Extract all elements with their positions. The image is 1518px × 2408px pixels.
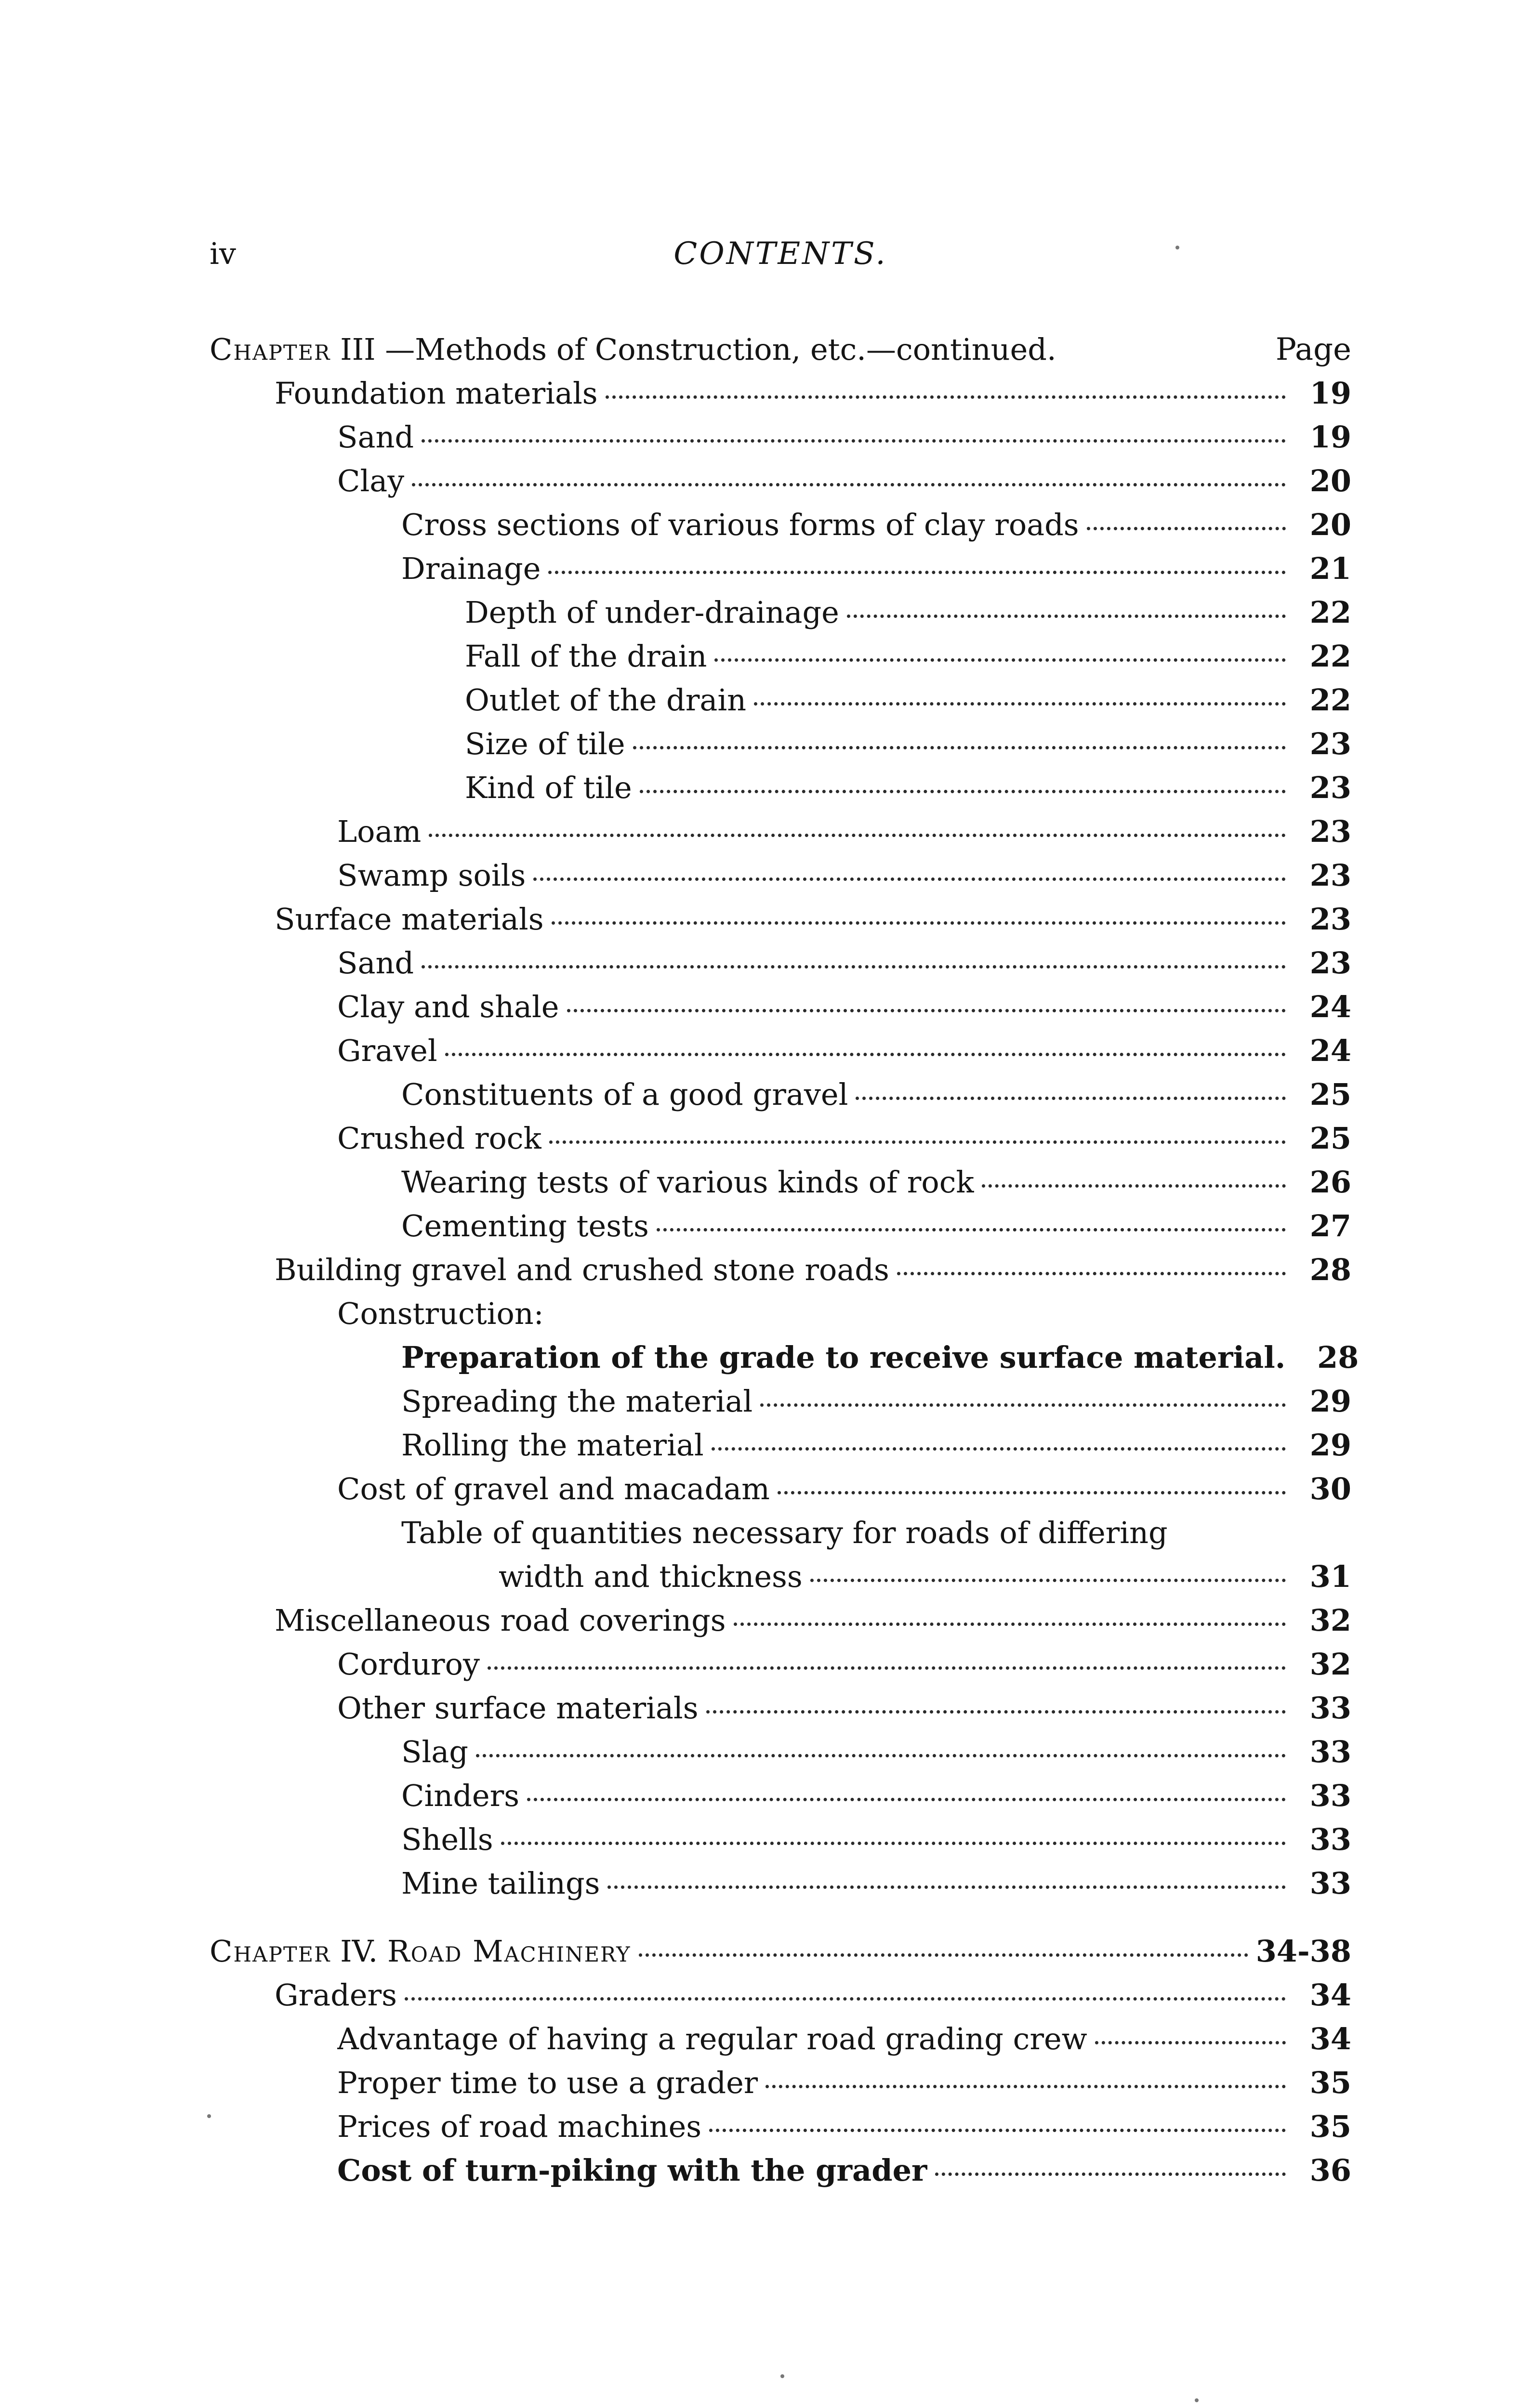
toc-entry-page: 32 <box>1309 1603 1351 1638</box>
toc-entry <box>210 1379 1351 1423</box>
toc-entry-page: 21 <box>1309 551 1351 586</box>
toc-entry <box>210 1598 1351 1642</box>
toc-entry-label: Wearing tests of various kinds of rock <box>401 1165 974 1200</box>
dot-leader <box>422 439 1286 443</box>
toc-entry <box>210 810 1351 853</box>
toc-entry <box>210 371 1351 415</box>
dot-leader <box>754 702 1286 706</box>
dot-leader <box>847 615 1286 618</box>
toc-entry-page: 22 <box>1309 595 1351 630</box>
chapter-title: Road Machinery <box>387 1934 631 1969</box>
toc-entry <box>210 1511 1351 1555</box>
toc-entry <box>210 766 1351 810</box>
toc-entry-label: Cementing tests <box>401 1208 649 1243</box>
paper-speck <box>780 2374 784 2378</box>
toc-entry-page: 23 <box>1309 814 1351 849</box>
toc-entry <box>210 1423 1351 1467</box>
page-folio: iv <box>210 236 236 271</box>
toc-entry-label: Sand <box>337 419 414 455</box>
chapter-number: IV. <box>340 1934 378 1969</box>
toc-entry-page: 24 <box>1309 1033 1351 1068</box>
dot-leader <box>639 1953 1248 1957</box>
toc-entry-page: 19 <box>1309 419 1351 455</box>
toc-entry-label: Building gravel and crushed stone roads <box>275 1252 889 1287</box>
dot-leader <box>429 834 1286 837</box>
toc-entry <box>210 853 1351 897</box>
toc-entry-label: Corduroy <box>337 1647 480 1682</box>
toc-entry-label: Depth of under-drainage <box>465 595 839 630</box>
dot-leader <box>1095 2041 1286 2044</box>
toc-entry <box>210 1555 1351 1598</box>
toc-entry-label: Slag <box>401 1734 468 1769</box>
toc-entry-page: 26 <box>1309 1165 1351 1200</box>
toc-entry-page: 36 <box>1309 2153 1351 2188</box>
toc-entry <box>210 1335 1359 1379</box>
toc-entry-label: Crushed rock <box>337 1121 542 1156</box>
toc-entry-label: Cost of gravel and macadam <box>337 1471 770 1506</box>
toc-entry-label: Shells <box>401 1822 493 1857</box>
toc-entry-label: Miscellaneous road coverings <box>275 1603 726 1638</box>
toc-entry-label: Swamp soils <box>337 858 526 893</box>
toc-entry-page: 34 <box>1309 1977 1351 2013</box>
dot-leader <box>709 2129 1286 2132</box>
chapter-title: III —Methods of Construction, etc.—continued. <box>340 332 1056 367</box>
dot-leader <box>1087 527 1286 530</box>
toc-entry-page: 33 <box>1309 1822 1351 1857</box>
dot-leader <box>445 1053 1286 1056</box>
toc-entry <box>210 547 1351 590</box>
toc-entry-page: 20 <box>1309 507 1351 542</box>
dot-leader <box>982 1184 1286 1188</box>
dot-leader <box>935 2172 1286 2176</box>
toc-entry-label: Construction: <box>337 1296 544 1331</box>
toc-entry-label: Clay and shale <box>337 989 559 1024</box>
dot-leader <box>606 395 1286 399</box>
toc-entry-label: Advantage of having a regular road grading crew <box>337 2021 1087 2056</box>
toc-entry-page: 33 <box>1309 1866 1351 1901</box>
toc-entry-label: Table of quantities necessary for roads of differing <box>401 1515 1168 1550</box>
toc-entry <box>210 1467 1351 1511</box>
chapter-page-range: 34-38 <box>1255 1934 1351 1969</box>
toc-entry-page: 34 <box>1309 2021 1351 2056</box>
toc-entry-label: Cinders <box>401 1778 520 1813</box>
dot-leader <box>778 1491 1286 1494</box>
dot-leader <box>548 571 1286 574</box>
toc-entry <box>210 1292 1351 1335</box>
toc-entry-page: 30 <box>1309 1471 1351 1506</box>
toc-entry <box>210 1029 1351 1073</box>
dot-leader <box>533 877 1286 881</box>
dot-leader <box>810 1579 1286 1582</box>
toc-entry-label: Cross sections of various forms of clay roads <box>401 507 1079 542</box>
toc-entry <box>210 1642 1351 1686</box>
toc-entry-page: 23 <box>1309 726 1351 761</box>
toc-entry-page: 33 <box>1309 1690 1351 1726</box>
toc-entry <box>210 1073 1351 1116</box>
toc-entry-label: Size of tile <box>465 726 625 761</box>
dot-leader <box>734 1623 1286 1626</box>
toc-entry-label: Proper time to use a grader <box>337 2065 758 2100</box>
toc-entry <box>210 590 1351 634</box>
toc-entry-page: 29 <box>1309 1384 1351 1419</box>
paper-speck <box>1175 246 1179 249</box>
toc-entry <box>210 1730 1351 1774</box>
chapter-heading <box>210 1929 1351 1973</box>
toc-entry <box>210 1774 1351 1818</box>
toc-entry-page: 23 <box>1309 945 1351 981</box>
chapter-heading-label <box>210 327 1056 371</box>
dot-leader <box>856 1097 1286 1100</box>
toc-entry-label: Mine tailings <box>401 1866 600 1901</box>
dot-leader <box>552 921 1286 925</box>
toc-entry-label: Sand <box>337 945 414 981</box>
toc-entry-label: Loam <box>337 814 422 849</box>
toc-entry-page: 33 <box>1309 1778 1351 1813</box>
dot-leader <box>633 746 1286 749</box>
toc-entry-label: Graders <box>275 1977 397 2013</box>
toc-entry <box>210 1973 1351 2017</box>
toc-entry-label: Fall of the drain <box>465 639 707 674</box>
toc-entry <box>210 634 1351 678</box>
toc-entry <box>210 985 1351 1029</box>
toc-entry-page: 35 <box>1309 2109 1351 2144</box>
dot-leader <box>706 1710 1286 1714</box>
chapter-prefix: Chapter <box>210 332 331 367</box>
toc-entry-label: Prices of road machines <box>337 2109 702 2144</box>
toc-entry-label: Constituents of a good gravel <box>401 1077 848 1112</box>
toc-entry-label: Rolling the material <box>401 1427 704 1463</box>
toc-entry <box>210 2148 1351 2192</box>
chapter-heading-label <box>210 1929 631 1973</box>
toc-entry-label: Preparation of the grade to receive surface material. <box>401 1340 1286 1375</box>
dot-leader <box>657 1228 1286 1231</box>
toc-entry-label: Surface materials <box>275 902 544 937</box>
toc-entry <box>210 941 1351 985</box>
dot-leader <box>501 1842 1286 1845</box>
toc-entry-label: Kind of tile <box>465 770 632 805</box>
toc-entry <box>210 1116 1351 1160</box>
toc-entry-page: 22 <box>1309 682 1351 718</box>
dot-leader <box>607 1885 1286 1889</box>
toc-entry-label: Cost of turn-piking with the grader <box>337 2153 927 2188</box>
toc-entry <box>210 503 1351 547</box>
dot-leader <box>640 790 1286 793</box>
paper-speck <box>207 2114 211 2118</box>
toc-entry-label: Spreading the material <box>401 1384 753 1419</box>
toc-entry <box>210 1861 1351 1905</box>
table-of-contents <box>210 327 1359 2192</box>
dot-leader <box>549 1140 1286 1144</box>
dot-leader <box>766 2085 1286 2088</box>
toc-entry <box>210 2017 1351 2061</box>
dot-leader <box>897 1272 1286 1275</box>
toc-entry <box>210 678 1351 722</box>
toc-entry-page: 25 <box>1309 1121 1351 1156</box>
toc-entry-label: width and thickness <box>499 1559 803 1594</box>
toc-entry-page: 27 <box>1309 1208 1351 1243</box>
toc-entry-page: 32 <box>1309 1647 1351 1682</box>
dot-leader <box>712 1447 1286 1451</box>
toc-entry <box>210 2105 1351 2148</box>
dot-leader <box>488 1666 1286 1670</box>
toc-entry-page: 33 <box>1309 1734 1351 1769</box>
toc-entry <box>210 897 1351 941</box>
toc-entry <box>210 1248 1351 1292</box>
toc-entry-label: Drainage <box>401 551 541 586</box>
chapter-prefix: Chapter <box>210 1934 331 1969</box>
toc-entry-label: Other surface materials <box>337 1690 699 1726</box>
toc-entry-page: 22 <box>1309 639 1351 674</box>
paper-speck <box>1195 2398 1199 2402</box>
toc-entry-page: 29 <box>1309 1427 1351 1463</box>
dot-leader <box>476 1754 1286 1757</box>
toc-entry-page: 28 <box>1317 1340 1359 1375</box>
toc-entry-page: 31 <box>1309 1559 1351 1594</box>
toc-entry <box>210 1818 1351 1861</box>
toc-entry <box>210 1686 1351 1730</box>
toc-entry-page: 20 <box>1309 463 1351 498</box>
toc-entry <box>210 459 1351 503</box>
toc-entry-label: Outlet of the drain <box>465 682 747 718</box>
toc-entry <box>210 415 1351 459</box>
toc-entry <box>210 1160 1351 1204</box>
dot-leader <box>527 1798 1286 1801</box>
toc-entry <box>210 1204 1351 1248</box>
toc-entry-page: 25 <box>1309 1077 1351 1112</box>
toc-entry <box>210 2061 1351 2105</box>
dot-leader <box>567 1009 1286 1012</box>
running-title: CONTENTS. <box>673 236 887 272</box>
toc-entry-label: Gravel <box>337 1033 437 1068</box>
toc-entry-page: 24 <box>1309 989 1351 1024</box>
toc-entry-page: 23 <box>1309 770 1351 805</box>
toc-entry-page: 19 <box>1309 376 1351 411</box>
toc-entry-page: 23 <box>1309 858 1351 893</box>
toc-entry-page: 28 <box>1309 1252 1351 1287</box>
toc-entry-label: Foundation materials <box>275 376 598 411</box>
dot-leader <box>412 483 1286 486</box>
toc-entry-page: 35 <box>1309 2065 1351 2100</box>
dot-leader <box>760 1403 1286 1407</box>
running-head <box>210 236 1351 279</box>
dot-leader <box>714 658 1286 662</box>
toc-entry <box>210 722 1351 766</box>
toc-entry-page: 23 <box>1309 902 1351 937</box>
dot-leader <box>422 965 1286 968</box>
toc-entry-label: Clay <box>337 463 405 498</box>
chapter-heading <box>210 327 1351 371</box>
page-column-label: Page <box>1275 332 1351 367</box>
dot-leader <box>405 1997 1286 2001</box>
